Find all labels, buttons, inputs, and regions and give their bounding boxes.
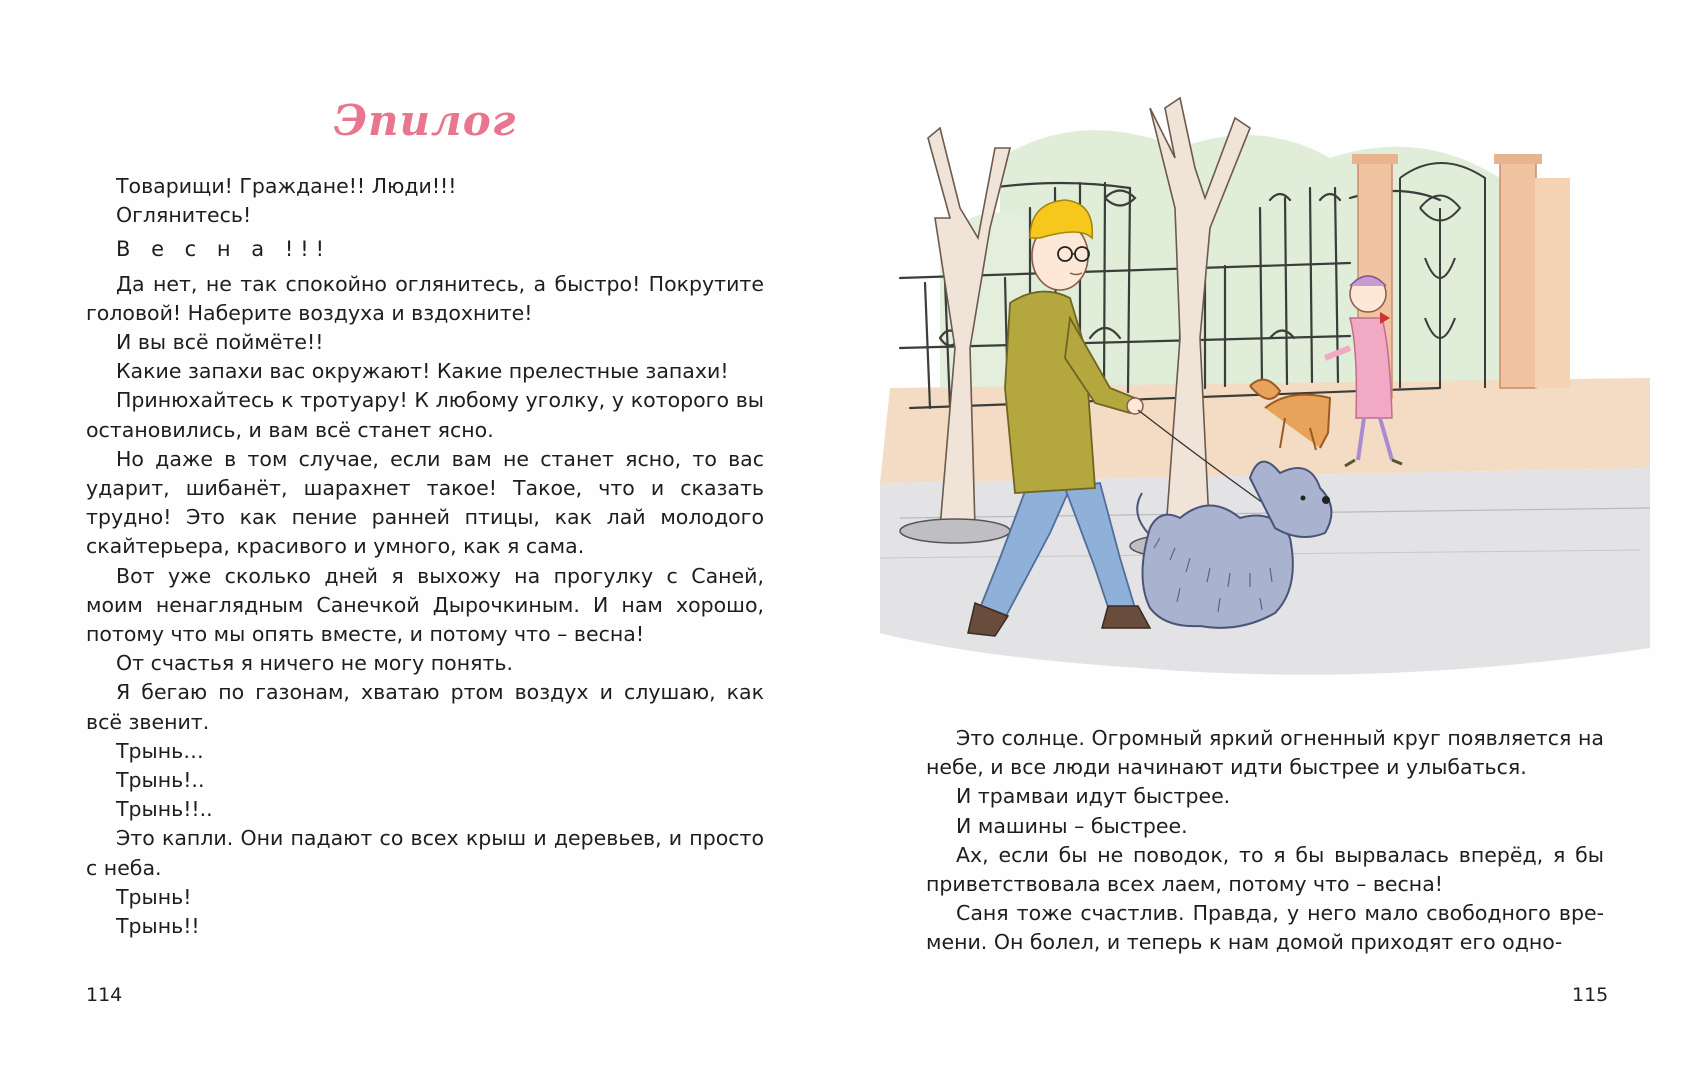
paragraph: Да нет, не так спокойно оглянитесь, а быстро! Покрутите головой! Наберите воздуха и вздохните!: [86, 271, 764, 325]
paragraph: Трынь!..: [116, 768, 205, 793]
chapter-title: Эпилог: [333, 96, 517, 145]
paragraph: Какие запахи вас окружают! Какие прелестные запахи!: [116, 359, 729, 384]
paragraph: Вот уже сколько дней я выхожу на прогулку с Саней, моим ненаглядным Санечкой Дырочкиным. И нам хорошо, потому что мы опять вместе, и потому что – весна!: [86, 563, 764, 647]
paragraph: Трынь!!: [116, 914, 200, 939]
paragraph: Я бегаю по газонам, хватаю ртом воздух и слушаю, как всё звенит.: [86, 680, 764, 734]
paragraph: Но даже в том случае, если вам не станет ясно, то вас ударит, шибанёт, шарахнет такое! Такое, что и сказать трудно! Это как пение ранней птицы, как лай молодого скайтерьера, красивого и умного, как я сама.: [86, 446, 764, 559]
paragraph: И машины – быстрее.: [956, 813, 1188, 838]
right-page-text: [926, 724, 1604, 958]
paragraph: И трамваи идут быстрее.: [956, 784, 1231, 809]
paragraph: От счастья я ничего не могу понять.: [116, 651, 513, 676]
left-page: [0, 0, 843, 1080]
paragraph: И вы всё поймёте!!: [116, 330, 324, 355]
paragraph: Саня тоже счастлив. Правда, у него мало свободного времени. Он болел, и теперь к нам домой приходят его одно-: [926, 901, 1604, 955]
paragraph: Принюхайтесь к тротуару! К любому уголку, у которого вы остановились, и вам всё станет ясно.: [86, 388, 764, 442]
paragraph: Это капли. Они падают со всех крыш и деревьев, и просто с неба.: [86, 826, 764, 880]
paragraph: Трынь!!..: [116, 797, 213, 822]
paragraph: Трынь…: [116, 738, 204, 763]
paragraph: Оглянитесь!: [116, 203, 252, 228]
page-number: 114: [86, 984, 123, 1006]
paragraph: Товарищи! Граждане!! Люди!!!: [116, 174, 457, 198]
left-page-text: [86, 172, 764, 941]
page-number: 115: [1572, 984, 1609, 1006]
paragraph-spaced: В е с н а !!!: [116, 237, 332, 262]
paragraph: Трынь!: [116, 884, 192, 909]
paragraph: Ах, если бы не поводок, то я бы вырвалась вперёд, я бы приветствовала всех лаем, потому что – весна!: [926, 842, 1604, 897]
boy-walking-skye-terrier-illustration: [880, 88, 1650, 693]
paragraph: Это солнце. Огромный яркий огненный круг появляется на небе, и все люди начинают идти быстрее и улыбаться.: [926, 726, 1604, 780]
